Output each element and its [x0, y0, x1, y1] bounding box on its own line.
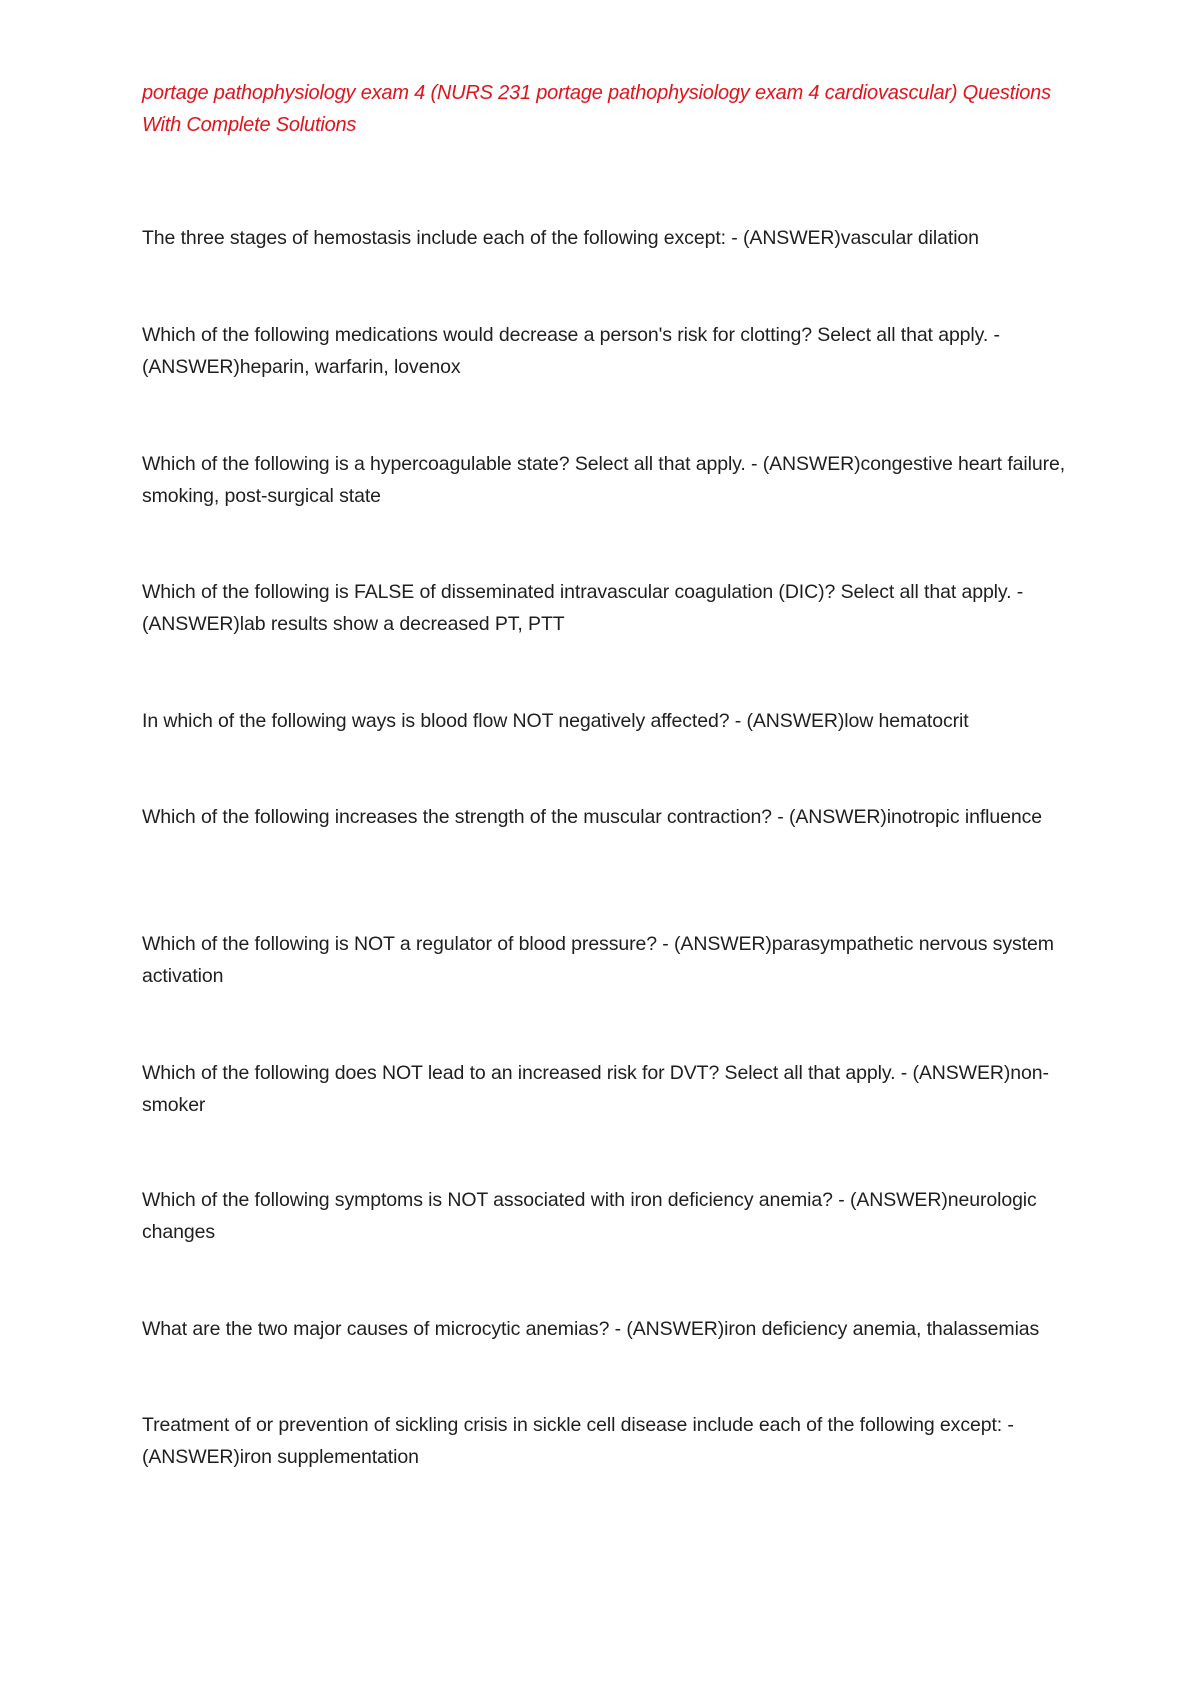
- question-text: Which of the following is a hypercoagulable state? Select all that apply. -: [142, 453, 758, 475]
- question-text: Which of the following is NOT a regulator of blood pressure? -: [142, 933, 669, 955]
- qa-item-7: [142, 928, 1072, 992]
- document-title: portage pathophysiology exam 4 (NURS 231 portage pathophysiology exam 4 cardiovascular) Questions With Complete Solutions: [142, 82, 1051, 136]
- qa-item-8: [142, 1057, 1072, 1121]
- answer-text: (ANSWER)lab results show a decreased PT, PTT: [142, 613, 565, 635]
- qa-item-10: [142, 1313, 1072, 1345]
- qa-item-9: [142, 1184, 1072, 1248]
- qa-item-3: [142, 448, 1072, 512]
- qa-item-2: [142, 319, 1072, 383]
- answer-text: (ANSWER)non-smoker: [142, 1062, 1049, 1116]
- question-text: Which of the following symptoms is NOT associated with iron deficiency anemia? -: [142, 1189, 845, 1211]
- qa-item-6: [142, 801, 1072, 833]
- qa-item-1: [142, 222, 1072, 254]
- question-text: Which of the following medications would decrease a person's risk for clotting? Select all that apply. -: [142, 324, 1000, 346]
- qa-item-5: [142, 705, 1072, 737]
- question-text: The three stages of hemostasis include each of the following except: -: [142, 227, 738, 249]
- question-text: In which of the following ways is blood flow NOT negatively affected? -: [142, 710, 742, 732]
- question-text: Which of the following increases the strength of the muscular contraction? -: [142, 806, 784, 828]
- question-text: Treatment of or prevention of sickling crisis in sickle cell disease include each of the following except: -: [142, 1414, 1014, 1436]
- answer-text: (ANSWER)congestive heart failure, smoking, post-surgical state: [142, 453, 1066, 507]
- question-text: Which of the following does NOT lead to an increased risk for DVT? Select all that apply. -: [142, 1062, 908, 1084]
- answer-text: (ANSWER)parasympathetic nervous system activation: [142, 933, 1054, 987]
- answer-text: (ANSWER)iron supplementation: [142, 1446, 419, 1468]
- answer-text: (ANSWER)low hematocrit: [746, 710, 969, 732]
- answer-text: (ANSWER)inotropic influence: [788, 806, 1043, 828]
- answer-text: (ANSWER)iron deficiency anemia, thalassemias: [626, 1318, 1040, 1340]
- answer-text: (ANSWER)vascular dilation: [743, 227, 979, 249]
- answer-text: (ANSWER)heparin, warfarin, lovenox: [142, 356, 461, 378]
- qa-item-11: [142, 1409, 1072, 1473]
- answer-text: (ANSWER)neurologic changes: [142, 1189, 1037, 1243]
- qa-item-4: [142, 576, 1072, 640]
- question-text: What are the two major causes of microcytic anemias? -: [142, 1318, 622, 1340]
- question-text: Which of the following is FALSE of disseminated intravascular coagulation (DIC)? Select all that apply. -: [142, 581, 1024, 603]
